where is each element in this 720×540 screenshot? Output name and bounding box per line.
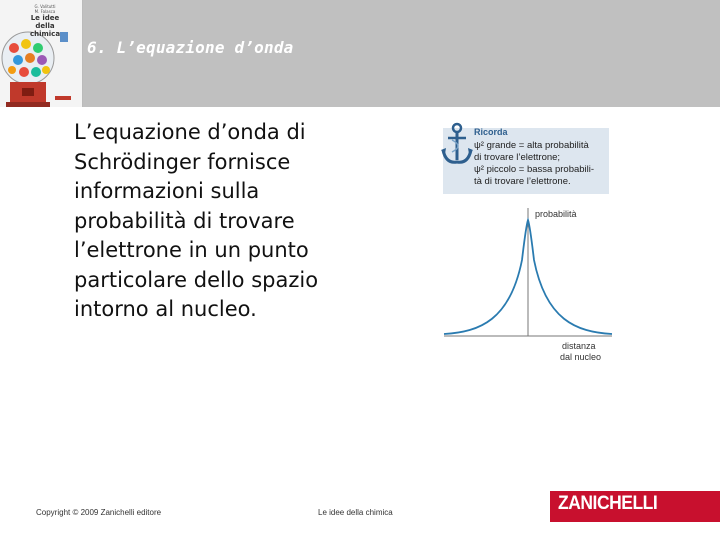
cover-label (55, 96, 71, 100)
paragraph-line: probabilità di trovare (74, 208, 295, 233)
main-paragraph (74, 118, 394, 325)
anchor-icon (440, 122, 474, 168)
cover-flag-icon (60, 32, 68, 42)
slide-title: 6. L’equazione d’onda (87, 38, 294, 57)
paragraph-line: intorno al nucleo. (74, 297, 257, 321)
x-axis-label-line1: distanza (562, 341, 596, 351)
y-axis-label: probabilità (535, 209, 577, 219)
ricorda-line: tà di trovare l’elettrone. (474, 176, 571, 187)
ricorda-line: di trovare l’elettrone; (474, 152, 561, 163)
book-cover-image (0, 0, 83, 107)
ricorda-heading: Ricorda (474, 127, 508, 137)
ricorda-line: ψ² grande = alta probabilità (474, 140, 589, 151)
probability-graph (440, 200, 620, 370)
paragraph-line: Schrödinger fornisce (74, 149, 291, 174)
paragraph-line: informazioni sulla (74, 179, 260, 203)
x-axis-label-line2: dal nucleo (560, 352, 602, 362)
paragraph-line: l’elettrone in un punto (74, 238, 309, 262)
paragraph-line: particolare dello spazio (74, 267, 319, 292)
copyright-text: Copyright © 2009 Zanichelli editore (36, 508, 162, 517)
publisher-logo-text: ZANICHELLI (558, 493, 658, 514)
cover-title: G. Valitutti M. Falasca Le idee della chimica (29, 4, 61, 38)
ricorda-text (474, 140, 614, 188)
ricorda-line: ψ² piccolo = bassa probabili- (474, 164, 595, 175)
paragraph-line: L’equazione d’onda di (74, 120, 306, 144)
book-title-footer: Le idee della chimica (318, 508, 393, 517)
